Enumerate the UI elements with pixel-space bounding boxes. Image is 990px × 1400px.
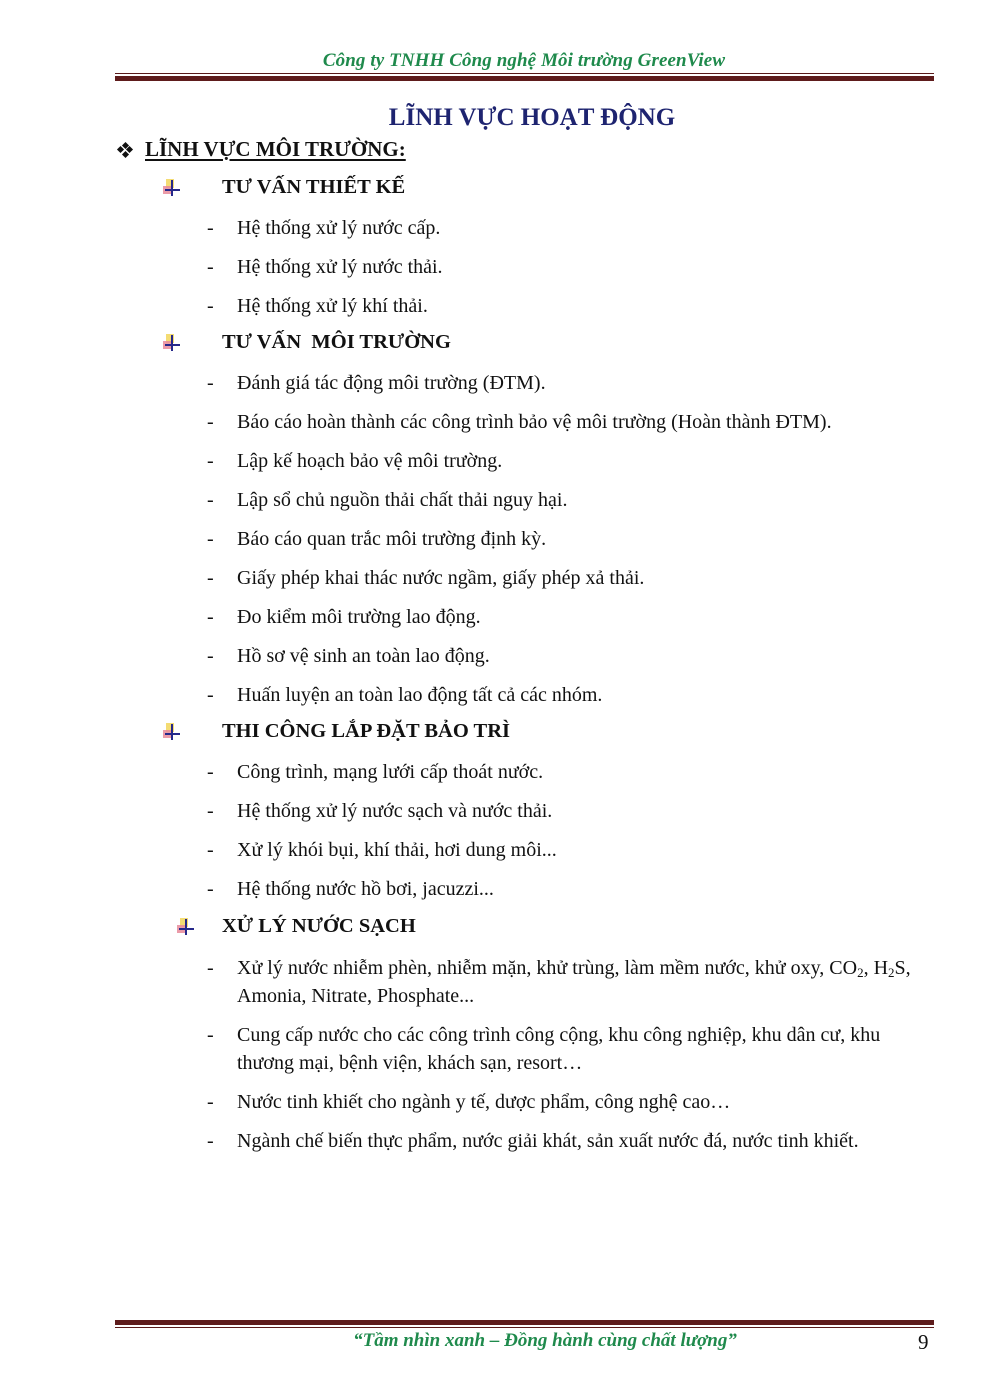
section-title: LĨNH VỰC MÔI TRƯỜNG:	[145, 137, 406, 161]
list-item-text	[237, 954, 937, 1010]
list-item	[207, 447, 937, 475]
page-number: 9	[918, 1330, 929, 1354]
header-divider	[115, 73, 934, 81]
dash-bullet: -	[207, 217, 214, 239]
list-item	[207, 369, 937, 397]
group-title: TƯ VẤN THIẾT KẾ	[222, 176, 406, 198]
list-item-text: Cung cấp nước cho các công trình công cộng, khu công nghiệp, khu dân cư, khu thương mại, bệnh viện, khách sạn, resort…	[237, 1024, 881, 1074]
group-title: XỬ LÝ NƯỚC SẠCH	[222, 915, 416, 937]
subscript: 2	[857, 965, 864, 980]
list-item	[207, 486, 937, 514]
dash-bullet: -	[207, 957, 214, 979]
section-heading	[118, 137, 406, 162]
footer-slogan: “Tầm nhìn xanh – Đồng hành cùng chất lượng”	[353, 1330, 737, 1351]
footer-divider	[115, 1320, 934, 1328]
list-item-text: Lập sổ chủ nguồn thải chất thải nguy hại.	[237, 489, 568, 511]
dash-bullet: -	[207, 489, 214, 511]
list-item-text: Đánh giá tác động môi trường (ĐTM).	[237, 372, 546, 394]
cross-bullet-icon	[162, 178, 182, 198]
dash-bullet: -	[207, 450, 214, 472]
group-heading	[176, 915, 416, 938]
list-item-text: Huấn luyện an toàn lao động tất cả các nhóm.	[237, 684, 603, 706]
cross-bullet-icon	[176, 917, 196, 937]
list-item-text: Ngành chế biến thực phẩm, nước giải khát, sản xuất nước đá, nước tinh khiết.	[237, 1130, 859, 1152]
group-heading	[162, 720, 510, 743]
list-item	[207, 642, 937, 670]
list-item-text: Xử lý khói bụi, khí thải, hơi dung môi...	[237, 839, 557, 861]
list-item-text: Báo cáo quan trắc môi trường định kỳ.	[237, 528, 547, 550]
list-item	[207, 408, 937, 436]
dash-bullet: -	[207, 372, 214, 394]
text-segment: S, Amonia, Nitrate, Phosphate...	[237, 957, 911, 1007]
page-title: LĨNH VỰC HOẠT ĐỘNG	[388, 104, 676, 131]
dash-bullet: -	[207, 878, 214, 900]
diamond-bullet-icon	[118, 143, 132, 157]
header-company-name: Công ty TNHH Công nghệ Môi trường GreenView	[322, 50, 726, 71]
group-heading	[162, 176, 405, 199]
dash-bullet: -	[207, 684, 214, 706]
list-item-text: Hệ thống xử lý nước thải.	[237, 256, 443, 278]
list-item-text: Giấy phép khai thác nước ngầm, giấy phép xả thải.	[237, 567, 645, 589]
cross-bullet-icon	[162, 333, 182, 353]
list-item-text: Hệ thống nước hồ bơi, jacuzzi...	[237, 878, 494, 900]
list-item-text: Nước tinh khiết cho ngành y tế, dược phẩm, công nghệ cao…	[237, 1091, 731, 1113]
dash-bullet: -	[207, 411, 214, 433]
dash-bullet: -	[207, 645, 214, 667]
list-item-text: Đo kiểm môi trường lao động.	[237, 606, 481, 628]
dash-bullet: -	[207, 528, 214, 550]
subscript: 2	[888, 965, 895, 980]
list-item	[207, 253, 937, 281]
list-item-text: Báo cáo hoàn thành các công trình bảo vệ môi trường (Hoàn thành ĐTM).	[237, 411, 832, 433]
list-item	[207, 603, 937, 631]
list-item	[207, 681, 937, 709]
list-item-text: Lập kế hoạch bảo vệ môi trường.	[237, 450, 503, 472]
list-item	[207, 836, 937, 864]
dash-bullet: -	[207, 839, 214, 861]
list-item	[207, 758, 937, 786]
dash-bullet: -	[207, 1024, 214, 1046]
dash-bullet: -	[207, 256, 214, 278]
dash-bullet: -	[207, 606, 214, 628]
list-item	[207, 797, 937, 825]
list-item	[207, 875, 937, 903]
group-heading	[162, 331, 451, 354]
dash-bullet: -	[207, 1091, 214, 1113]
dash-bullet: -	[207, 295, 214, 317]
list-item	[207, 954, 937, 1010]
list-item-text: Hệ thống xử lý nước cấp.	[237, 217, 441, 239]
list-item	[207, 1021, 937, 1077]
list-item-text: Công trình, mạng lưới cấp thoát nước.	[237, 761, 544, 783]
list-item	[207, 214, 937, 242]
group-title: TƯ VẤN MÔI TRƯỜNG	[222, 331, 451, 353]
list-item-text: Hệ thống xử lý khí thải.	[237, 295, 428, 317]
list-item	[207, 292, 937, 320]
dash-bullet: -	[207, 761, 214, 783]
list-item-text: Hệ thống xử lý nước sạch và nước thải.	[237, 800, 553, 822]
group-title: THI CÔNG LẮP ĐẶT BẢO TRÌ	[222, 720, 511, 742]
list-item	[207, 1127, 937, 1155]
text-segment: Xử lý nước nhiễm phèn, nhiễm mặn, khử trùng, làm mềm nước, khử oxy, CO	[237, 957, 858, 979]
cross-bullet-icon	[162, 722, 182, 742]
dash-bullet: -	[207, 567, 214, 589]
list-item	[207, 564, 937, 592]
dash-bullet: -	[207, 800, 214, 822]
dash-bullet: -	[207, 1130, 214, 1152]
list-item	[207, 525, 937, 553]
text-segment: , H	[863, 957, 889, 979]
list-item	[207, 1088, 937, 1116]
list-item-text: Hồ sơ vệ sinh an toàn lao động.	[237, 645, 490, 667]
